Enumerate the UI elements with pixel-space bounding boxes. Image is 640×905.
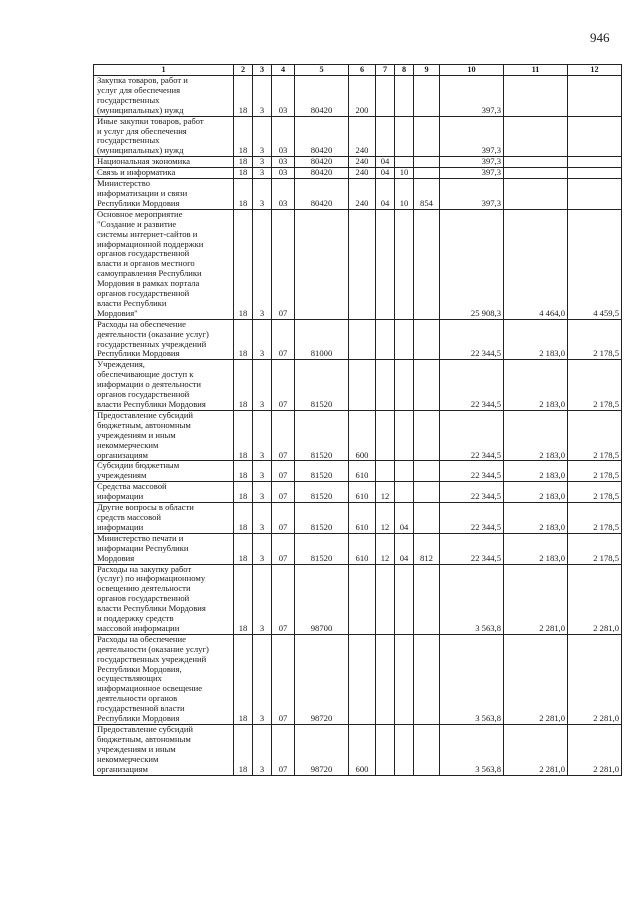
cell-col-10: 25 908,3: [440, 209, 504, 319]
cell-col-6: [349, 319, 376, 360]
cell-col-6: 240: [349, 179, 376, 210]
cell-col-2: 18: [234, 168, 253, 179]
cell-col-7: 04: [376, 179, 395, 210]
page-number: 946: [590, 30, 610, 45]
cell-col-6: [349, 634, 376, 724]
cell-col-10: 22 344,5: [440, 319, 504, 360]
row-description: Субсидии бюджетным учреждениям: [94, 461, 234, 482]
cell-col-6: 610: [349, 482, 376, 503]
cell-col-2: 18: [234, 725, 253, 776]
cell-col-4: 07: [272, 533, 295, 564]
cell-col-2: 18: [234, 482, 253, 503]
cell-col-8: [395, 76, 414, 117]
cell-col-7: 12: [376, 533, 395, 564]
row-description: Связь и информатика: [94, 168, 234, 179]
cell-col-2: 18: [234, 564, 253, 634]
cell-col-4: 07: [272, 725, 295, 776]
column-header-5: 5: [295, 65, 349, 76]
cell-col-3: 3: [253, 410, 272, 461]
cell-col-3: 3: [253, 725, 272, 776]
cell-col-9: [414, 482, 440, 503]
cell-col-7: [376, 76, 395, 117]
cell-col-5: 80420: [295, 157, 349, 168]
cell-col-12: [568, 157, 622, 168]
row-description: Министерство печати и информации Республики Мордовия: [94, 533, 234, 564]
cell-col-2: 18: [234, 410, 253, 461]
cell-col-6: 610: [349, 503, 376, 534]
row-description: Расходы на обеспечение деятельности (оказание услуг) государственных учреждений Республики Мордовия: [94, 319, 234, 360]
cell-col-7: [376, 410, 395, 461]
cell-col-8: 10: [395, 179, 414, 210]
cell-col-8: [395, 360, 414, 411]
cell-col-11: [504, 76, 568, 117]
row-description: Предоставление субсидий бюджетным, автономным учреждениям и иным некоммерческим организациям: [94, 725, 234, 776]
cell-col-4: 07: [272, 482, 295, 503]
cell-col-3: 3: [253, 116, 272, 157]
table-row: [94, 179, 622, 210]
table-row: [94, 461, 622, 482]
cell-col-5: 81520: [295, 360, 349, 411]
cell-col-2: 18: [234, 533, 253, 564]
cell-col-3: 3: [253, 157, 272, 168]
cell-col-2: 18: [234, 116, 253, 157]
cell-col-12: [568, 168, 622, 179]
cell-col-3: 3: [253, 482, 272, 503]
cell-col-7: [376, 360, 395, 411]
cell-col-5: 80420: [295, 179, 349, 210]
cell-col-10: 3 563,8: [440, 725, 504, 776]
cell-col-10: 397,3: [440, 157, 504, 168]
cell-col-5: 81520: [295, 461, 349, 482]
cell-col-7: 04: [376, 157, 395, 168]
cell-col-2: 18: [234, 360, 253, 411]
cell-col-6: 240: [349, 116, 376, 157]
cell-col-4: 07: [272, 410, 295, 461]
cell-col-9: [414, 360, 440, 411]
table-row: [94, 116, 622, 157]
cell-col-2: 18: [234, 461, 253, 482]
cell-col-9: [414, 157, 440, 168]
table-header-row: [94, 65, 622, 76]
cell-col-12: 2 178,5: [568, 533, 622, 564]
cell-col-7: 12: [376, 503, 395, 534]
table-body: [94, 76, 622, 776]
cell-col-5: 98720: [295, 725, 349, 776]
column-header-8: 8: [395, 65, 414, 76]
cell-col-10: 22 344,5: [440, 360, 504, 411]
cell-col-9: [414, 76, 440, 117]
cell-col-11: 2 183,0: [504, 461, 568, 482]
cell-col-11: [504, 168, 568, 179]
cell-col-8: [395, 209, 414, 319]
cell-col-9: [414, 634, 440, 724]
cell-col-12: 2 178,5: [568, 360, 622, 411]
cell-col-9: [414, 209, 440, 319]
cell-col-9: [414, 564, 440, 634]
cell-col-5: 81520: [295, 533, 349, 564]
cell-col-3: 3: [253, 533, 272, 564]
cell-col-12: [568, 76, 622, 117]
cell-col-6: [349, 360, 376, 411]
table-row: [94, 533, 622, 564]
cell-col-12: 2 178,5: [568, 482, 622, 503]
cell-col-9: [414, 410, 440, 461]
cell-col-7: [376, 461, 395, 482]
row-description: Расходы на закупку работ (услуг) по информационному освещению деятельности органов государственной власти Республики Мордовия и поддержку средств массовой информации: [94, 564, 234, 634]
cell-col-10: 3 563,8: [440, 564, 504, 634]
cell-col-10: 22 344,5: [440, 533, 504, 564]
cell-col-7: [376, 634, 395, 724]
row-description: Министерство информатизации и связи Республики Мордовия: [94, 179, 234, 210]
table-row: [94, 360, 622, 411]
cell-col-6: 610: [349, 461, 376, 482]
cell-col-4: 07: [272, 564, 295, 634]
cell-col-4: 07: [272, 360, 295, 411]
cell-col-11: 4 464,0: [504, 209, 568, 319]
cell-col-5: 81520: [295, 410, 349, 461]
cell-col-2: 18: [234, 634, 253, 724]
row-description: Средства массовой информации: [94, 482, 234, 503]
cell-col-12: 2 281,0: [568, 634, 622, 724]
cell-col-12: [568, 116, 622, 157]
cell-col-12: 2 178,5: [568, 319, 622, 360]
cell-col-9: 812: [414, 533, 440, 564]
cell-col-12: 2 281,0: [568, 725, 622, 776]
cell-col-8: 10: [395, 168, 414, 179]
cell-col-3: 3: [253, 168, 272, 179]
cell-col-10: 22 344,5: [440, 482, 504, 503]
cell-col-10: 22 344,5: [440, 503, 504, 534]
column-header-7: 7: [376, 65, 395, 76]
row-description: Учреждения, обеспечивающие доступ к информации о деятельности органов государственной власти Республики Мордовия: [94, 360, 234, 411]
cell-col-8: [395, 564, 414, 634]
cell-col-3: 3: [253, 564, 272, 634]
cell-col-7: 04: [376, 168, 395, 179]
table-row: [94, 319, 622, 360]
cell-col-4: 07: [272, 461, 295, 482]
cell-col-4: 07: [272, 319, 295, 360]
column-header-1: 1: [94, 65, 234, 76]
column-header-11: 11: [504, 65, 568, 76]
cell-col-12: [568, 179, 622, 210]
cell-col-6: 600: [349, 410, 376, 461]
cell-col-11: 2 183,0: [504, 503, 568, 534]
cell-col-5: 81520: [295, 503, 349, 534]
cell-col-2: 18: [234, 179, 253, 210]
cell-col-6: [349, 564, 376, 634]
cell-col-7: 12: [376, 482, 395, 503]
cell-col-6: 600: [349, 725, 376, 776]
cell-col-4: 03: [272, 168, 295, 179]
cell-col-2: 18: [234, 157, 253, 168]
table-row: [94, 76, 622, 117]
cell-col-2: 18: [234, 503, 253, 534]
cell-col-9: [414, 168, 440, 179]
row-description: Основное мероприятие "Создание и развитие системы интернет-сайтов и информационной поддержки органов государственной власти и органов местного самоуправления Республики Мордовия в рамках портала органов государственной власти Республики Мордовия": [94, 209, 234, 319]
cell-col-3: 3: [253, 209, 272, 319]
cell-col-3: 3: [253, 179, 272, 210]
cell-col-4: 07: [272, 503, 295, 534]
row-description: Предоставление субсидий бюджетным, автономным учреждениям и иным некоммерческим организациям: [94, 410, 234, 461]
cell-col-4: 03: [272, 116, 295, 157]
table-row: [94, 503, 622, 534]
cell-col-10: 22 344,5: [440, 410, 504, 461]
cell-col-11: 2 281,0: [504, 564, 568, 634]
cell-col-11: 2 183,0: [504, 360, 568, 411]
table-row: [94, 168, 622, 179]
cell-col-12: 2 178,5: [568, 461, 622, 482]
cell-col-8: [395, 410, 414, 461]
cell-col-12: 4 459,5: [568, 209, 622, 319]
cell-col-11: 2 281,0: [504, 634, 568, 724]
cell-col-10: 397,3: [440, 76, 504, 117]
cell-col-3: 3: [253, 76, 272, 117]
cell-col-8: [395, 116, 414, 157]
column-header-4: 4: [272, 65, 295, 76]
cell-col-6: [349, 209, 376, 319]
table-row: [94, 725, 622, 776]
cell-col-9: [414, 725, 440, 776]
table-row: [94, 564, 622, 634]
cell-col-10: 397,3: [440, 179, 504, 210]
table-row: [94, 410, 622, 461]
cell-col-9: [414, 319, 440, 360]
cell-col-12: 2 281,0: [568, 564, 622, 634]
cell-col-11: 2 281,0: [504, 725, 568, 776]
column-header-12: 12: [568, 65, 622, 76]
cell-col-3: 3: [253, 634, 272, 724]
cell-col-4: 03: [272, 179, 295, 210]
cell-col-11: [504, 157, 568, 168]
cell-col-5: 81000: [295, 319, 349, 360]
cell-col-7: [376, 319, 395, 360]
cell-col-8: [395, 482, 414, 503]
cell-col-4: 07: [272, 634, 295, 724]
cell-col-7: [376, 564, 395, 634]
cell-col-5: 80420: [295, 76, 349, 117]
cell-col-9: [414, 503, 440, 534]
cell-col-2: 18: [234, 76, 253, 117]
cell-col-8: [395, 319, 414, 360]
cell-col-11: 2 183,0: [504, 482, 568, 503]
column-header-2: 2: [234, 65, 253, 76]
cell-col-3: 3: [253, 461, 272, 482]
cell-col-4: 03: [272, 157, 295, 168]
table-row: [94, 209, 622, 319]
cell-col-8: [395, 725, 414, 776]
cell-col-6: 240: [349, 157, 376, 168]
cell-col-12: 2 178,5: [568, 503, 622, 534]
cell-col-11: [504, 116, 568, 157]
cell-col-10: 397,3: [440, 168, 504, 179]
cell-col-8: 04: [395, 533, 414, 564]
cell-col-6: 240: [349, 168, 376, 179]
row-description: Закупка товаров, работ и услуг для обеспечения государственных (муниципальных) нужд: [94, 76, 234, 117]
cell-col-3: 3: [253, 319, 272, 360]
cell-col-7: [376, 209, 395, 319]
cell-col-10: 397,3: [440, 116, 504, 157]
cell-col-9: [414, 116, 440, 157]
table-row: [94, 482, 622, 503]
cell-col-6: 610: [349, 533, 376, 564]
cell-col-7: [376, 725, 395, 776]
cell-col-8: [395, 461, 414, 482]
column-header-10: 10: [440, 65, 504, 76]
cell-col-3: 3: [253, 503, 272, 534]
cell-col-5: [295, 209, 349, 319]
cell-col-4: 07: [272, 209, 295, 319]
cell-col-12: 2 178,5: [568, 410, 622, 461]
cell-col-9: 854: [414, 179, 440, 210]
cell-col-11: 2 183,0: [504, 319, 568, 360]
row-description: Национальная экономика: [94, 157, 234, 168]
row-description: Расходы на обеспечение деятельности (оказание услуг) государственных учреждений Республики Мордовия, осуществляющих информационное освещение деятельности органов государственной власти Республики Мордовия: [94, 634, 234, 724]
cell-col-7: [376, 116, 395, 157]
cell-col-10: 22 344,5: [440, 461, 504, 482]
cell-col-5: 98700: [295, 564, 349, 634]
cell-col-8: [395, 157, 414, 168]
column-header-6: 6: [349, 65, 376, 76]
cell-col-11: 2 183,0: [504, 410, 568, 461]
cell-col-5: 81520: [295, 482, 349, 503]
table-row: [94, 157, 622, 168]
row-description: Другие вопросы в области средств массовой информации: [94, 503, 234, 534]
column-header-3: 3: [253, 65, 272, 76]
cell-col-4: 03: [272, 76, 295, 117]
row-description: Иные закупки товаров, работ и услуг для обеспечения государственных (муниципальных) нужд: [94, 116, 234, 157]
cell-col-8: [395, 634, 414, 724]
cell-col-3: 3: [253, 360, 272, 411]
cell-col-2: 18: [234, 209, 253, 319]
cell-col-10: 3 563,8: [440, 634, 504, 724]
table-row: [94, 634, 622, 724]
column-header-9: 9: [414, 65, 440, 76]
cell-col-8: 04: [395, 503, 414, 534]
cell-col-2: 18: [234, 319, 253, 360]
cell-col-6: 200: [349, 76, 376, 117]
cell-col-11: 2 183,0: [504, 533, 568, 564]
cell-col-5: 98720: [295, 634, 349, 724]
cell-col-9: [414, 461, 440, 482]
cell-col-5: 80420: [295, 116, 349, 157]
budget-table: [93, 64, 622, 776]
cell-col-11: [504, 179, 568, 210]
cell-col-5: 80420: [295, 168, 349, 179]
